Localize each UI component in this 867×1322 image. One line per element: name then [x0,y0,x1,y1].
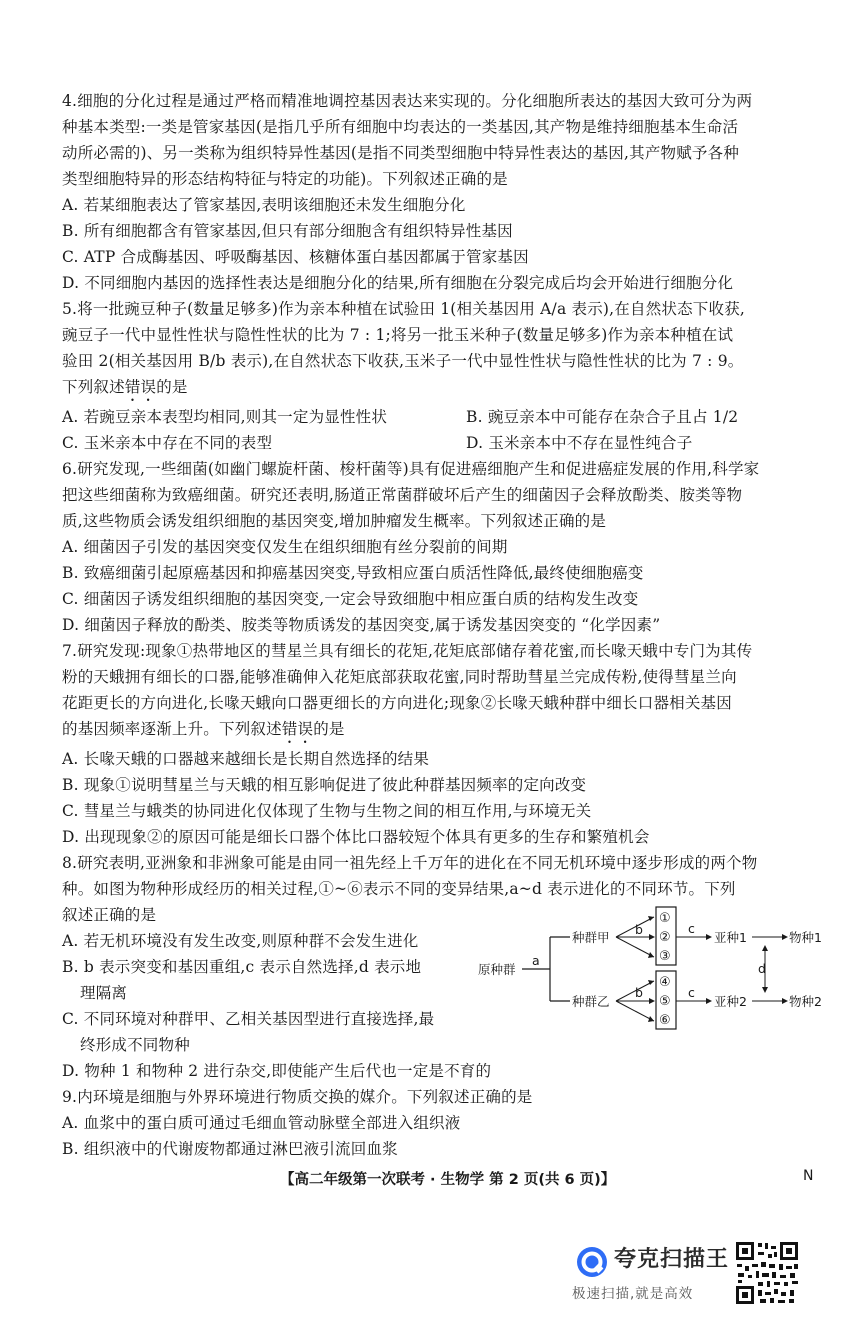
q5-option-c: C. 玉米亲本中存在不同的表型 [62,434,273,452]
q5-line-1: 5.将一批豌豆种子(数量足够多)作为亲本种植在试验田 1(相关基因用 A/a 表示),在自然状态下收获, [62,300,746,318]
q9-line-1: 9.内环境是细胞与外界环境进行物质交换的媒介。下列叙述正确的是 [62,1088,533,1106]
mark-1: ① [659,911,671,926]
q7-line-2: 粉的天蛾拥有细长的口器,能够准确伸入花矩底部获取花蜜,同时帮助彗星兰完成传粉,使得彗星兰向 [62,668,737,686]
q5-line-3: 验田 2(相关基因用 B/b 表示),在自然状态下收获,玉米子一代中显性性状与隐性性状的比为 7 : 9。 [62,352,744,370]
arrowhead-b-3 [648,952,654,958]
q7-line-1: 7.研究发现:现象①热带地区的彗星兰具有细长的花矩,花矩底部储存着花蜜,而长喙天蛾中专门为其传 [62,642,753,660]
label-c-top: c [688,921,695,936]
q4-option-d: D. 不同细胞内基因的选择性表达是细胞分化的结果,所有细胞在分裂完成后均会开始进行细胞分化 [62,274,734,292]
arrow-b-6 [616,1001,654,1021]
q7-stem-emphasis: 错误 [281,720,314,738]
q7-stem-suffix: 的是 [313,720,345,738]
q8-option-d: D. 物种 1 和物种 2 进行杂交,即使能产生后代也一定是不育的 [62,1062,492,1080]
q6-option-a: A. 细菌因子引发的基因突变仅发生在组织细胞有丝分裂前的间期 [62,538,508,556]
arrowhead-d-bottom [762,987,768,993]
q8-option-c-cont: 终形成不同物种 [80,1036,190,1054]
arrowhead-c-top [706,934,712,940]
q6-line-2: 把这些细菌称为致癌细菌。研究还表明,肠道正常菌群破坏后产生的细菌因子会释放酚类、胺类等物 [62,486,743,504]
mark-4: ④ [659,975,671,990]
population-a-label: 种群甲 [572,930,610,945]
arrowhead-b-6 [648,1016,654,1022]
scanner-watermark [572,1238,812,1308]
arrowhead-b-5 [649,998,655,1004]
q7-option-d: D. 出现现象②的原因可能是细长口器个体比口器较短个体具有更多的生存和繁殖机会 [62,828,650,846]
speciation-diagram [474,903,834,1031]
q4-line-4: 类型细胞特异的形态结构特征与特定的功能)。下列叙述正确的是 [62,170,508,188]
origin-population-label: 原种群 [478,962,516,977]
q5-line-2: 豌豆子一代中显性性状与隐性性状的比为 7 : 1;将另一批玉米种子(数量足够多)作为亲本种植在试 [62,326,734,344]
mark-6: ⑥ [659,1013,671,1028]
mark-5: ⑤ [659,994,671,1009]
scanner-logo-icon [576,1246,608,1278]
mark-2: ② [659,930,671,945]
speciation-diagram-svg [474,903,834,1031]
mark-3: ③ [659,949,671,964]
q6-line-1: 6.研究发现,一些细菌(如幽门螺旋杆菌、梭杆菌等)具有促进癌细胞产生和促进癌症发展的作用,科学家 [62,460,760,478]
arrowhead-c-bottom [706,998,712,1004]
label-c-bottom: c [688,985,695,1000]
arrow-b-3 [616,937,654,957]
footer-page-info: 【高二年级第一次联考 · 生物学 第 2 页(共 6 页)】 [280,1172,616,1188]
q6-line-3: 质,这些物质会诱发组织细胞的基因突变,增加肿瘤发生概率。下列叙述正确的是 [62,512,607,530]
footer-version-mark: N [803,1168,814,1184]
arrowhead-to-species-2 [782,998,788,1004]
q5-option-d: D. 玉米亲本中不存在显性纯合子 [466,434,693,452]
q4-line-3: 动所必需的)、另一类称为组织特异性基因(是指不同类型细胞中特异性表达的基因,其产物赋予各种 [62,144,740,162]
q5-option-a: A. 若豌豆亲本表型均相同,则其一定为显性性状 [62,408,388,426]
q5-stem-emphasis: 错误 [124,378,157,396]
q4-option-c: C. ATP 合成酶基因、呼吸酶基因、核糖体蛋白基因都属于管家基因 [62,248,529,266]
q5-stem-prefix: 下列叙述 [62,378,125,396]
q6-option-d: D. 细菌因子释放的酚类、胺类等物质诱发的基因突变,属于诱发基因突变的 “化学因素” [62,616,661,634]
q9-option-a: A. 血浆中的蛋白质可通过毛细血管动脉壁全部进入组织液 [62,1114,461,1132]
species-2-label: 物种2 [789,994,822,1009]
subspecies-1-label: 亚种1 [714,930,747,945]
q4-line-1: 4.细胞的分化过程是通过严格而精准地调控基因表达来实现的。分化细胞所表达的基因大致可分为两 [62,92,753,110]
label-d: d [758,961,766,976]
scanner-slogan: 极速扫描,就是高效 [572,1286,694,1302]
q5-stem [62,376,188,405]
q5-stem-suffix: 的是 [156,378,188,396]
q7-stem-prefix: 的基因频率逐渐上升。下列叙述 [62,720,282,738]
label-a: a [532,953,540,968]
label-b-bottom: b [635,985,643,1000]
qr-code-icon [734,1240,800,1306]
q7-option-b: B. 现象①说明彗星兰与天蛾的相互影响促进了彼此种群基因频率的定向改变 [62,776,587,794]
population-b-label: 种群乙 [572,994,610,1009]
q4-option-a: A. 若某细胞表达了管家基因,表明该细胞还未发生细胞分化 [62,196,466,214]
q4-line-2: 种基本类型:一类是管家基因(是指几乎所有细胞中均表达的一类基因,其产物是维持细胞基本生命活 [62,118,739,136]
q8-option-b-cont: 理隔离 [80,984,128,1002]
scanner-app-name: 夸克扫描王 [614,1247,730,1272]
q5-option-b: B. 豌豆亲本中可能存在杂合子且占 1/2 [466,408,739,426]
q8-line-1: 8.研究表明,亚洲象和非洲象可能是由同一祖先经上千万年的进化在不同无机环境中逐步形成的两个物 [62,854,758,872]
label-b-top: b [635,922,643,937]
q8-option-a: A. 若无机环境没有发生改变,则原种群不会发生进化 [62,932,419,950]
q8-option-b: B. b 表示突变和基因重组,c 表示自然选择,d 表示地 [62,958,422,976]
q4-option-b: B. 所有细胞都含有管家基因,但只有部分细胞含有组织特异性基因 [62,222,513,240]
arrowhead-b-2 [649,934,655,940]
q7-line-3: 花距更长的方向进化,长喙天蛾向口器更细长的方向进化;现象②长喙天蛾种群中细长口器相关基因 [62,694,732,712]
arrowhead-d-top [762,945,768,951]
q8-line-3: 叙述正确的是 [62,906,157,924]
species-1-label: 物种1 [789,930,822,945]
q7-option-a: A. 长喙天蛾的口器越来越细长是长期自然选择的结果 [62,750,430,768]
q8-line-2: 种。如图为物种形成经历的相关过程,①~⑥表示不同的变异结果,a~d 表示进化的不同环节。下列 [62,880,736,898]
subspecies-2-label: 亚种2 [714,994,747,1009]
q7-stem [62,718,345,747]
arrowhead-to-species-1 [782,934,788,940]
q9-option-b: B. 组织液中的代谢废物都通过淋巴液引流回血浆 [62,1140,398,1158]
arrowhead-b-4 [648,980,654,985]
arrowhead-b-1 [648,916,654,921]
q6-option-c: C. 细菌因子诱发组织细胞的基因突变,一定会导致细胞中相应蛋白质的结构发生改变 [62,590,639,608]
q7-option-c: C. 彗星兰与蛾类的协同进化仅体现了生物与生物之间的相互作用,与环境无关 [62,802,592,820]
q6-option-b: B. 致癌细菌引起原癌基因和抑癌基因突变,导致相应蛋白质活性降低,最终使细胞癌变 [62,564,644,582]
q8-option-c: C. 不同环境对种群甲、乙相关基因型进行直接选择,最 [62,1010,435,1028]
